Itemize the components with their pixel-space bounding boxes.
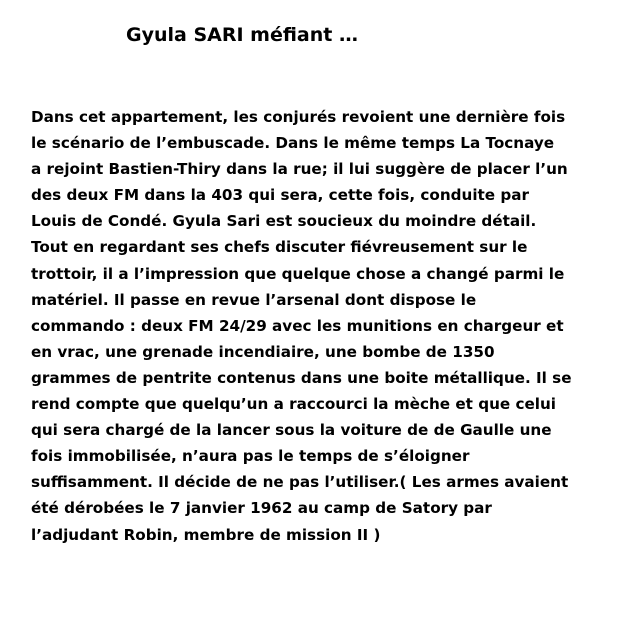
- paragraph-line: rend compte que quelqu’un a raccourci la mèche et que celui: [31, 395, 556, 414]
- paragraph-line: Tout en regardant ses chefs discuter fiévreusement sur le: [31, 238, 528, 257]
- paragraph-line: trottoir, il a l’impression que quelque chose a changé parmi le: [31, 264, 565, 283]
- paragraph-line: a rejoint Bastien-Thiry dans la rue; il lui suggère de placer l’un: [31, 160, 568, 179]
- paragraph-line: en vrac, une grenade incendiaire, une bombe de 1350: [31, 342, 495, 361]
- paragraph-line: l’adjudant Robin, membre de mission II ): [31, 525, 381, 544]
- paragraph-line: Dans cet appartement, les conjurés revoient une dernière fois: [31, 108, 566, 126]
- paragraph-line: été dérobées le 7 janvier 1962 au camp de Satory par: [31, 499, 492, 518]
- paragraph-line: matériel. Il passe en revue l’arsenal dont dispose le: [31, 290, 477, 309]
- paragraph-line: fois immobilisée, n’aura pas le temps de s’éloigner: [31, 447, 470, 466]
- body-paragraph: [31, 104, 611, 548]
- paragraph-line: qui sera chargé de la lancer sous la voiture de de Gaulle une: [31, 421, 552, 440]
- paragraph-line: grammes de pentrite contenus dans une boite métallique. Il se: [31, 368, 572, 387]
- paragraph-line: le scénario de l’embuscade. Dans le même temps La Tocnaye: [31, 134, 555, 153]
- document-title: Gyula SARI méfiant …: [126, 24, 358, 46]
- paragraph-line: des deux FM dans la 403 qui sera, cette fois, conduite par: [31, 186, 529, 205]
- paragraph-line: suffisamment. Il décide de ne pas l’utiliser.( Les armes avaient: [31, 473, 569, 492]
- paragraph-line: Louis de Condé. Gyula Sari est soucieux du moindre détail.: [31, 212, 537, 231]
- paragraph-line: commando : deux FM 24/29 avec les munitions en chargeur et: [31, 316, 564, 335]
